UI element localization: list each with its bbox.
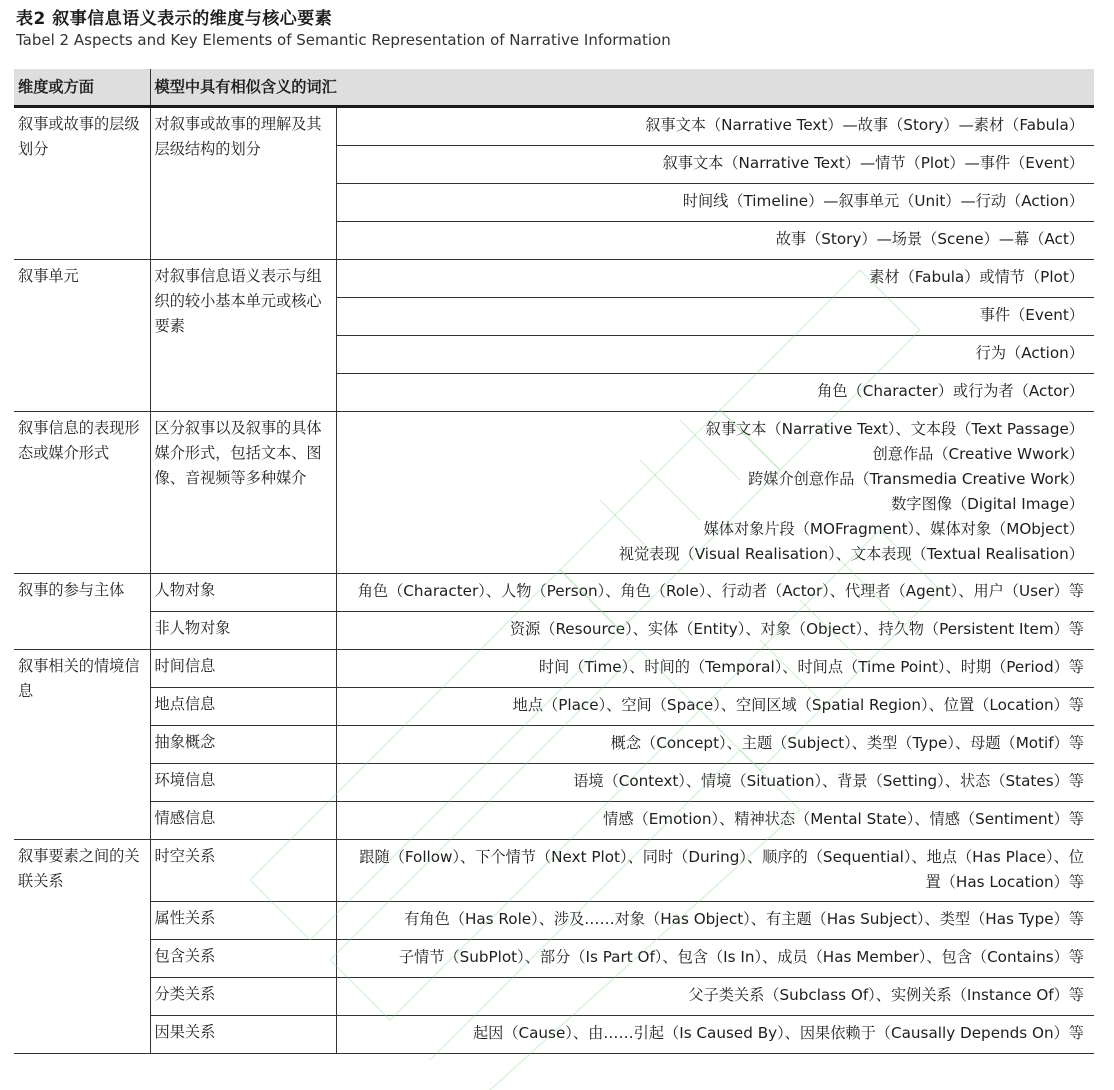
subcategory-cell: 地点信息 — [150, 688, 336, 726]
data-table — [14, 69, 1094, 1054]
header-vocabulary: 模型中具有相似含义的词汇 — [150, 69, 1094, 107]
table-container — [14, 69, 1094, 1054]
value-line: 置（Has Location）等 — [925, 873, 1084, 891]
value-cell: 事件（Event） — [336, 298, 1094, 336]
value-line: 数字图像（Digital Image） — [891, 495, 1084, 513]
value-cell: 时间（Time）、时间的（Temporal）、时间点（Time Point）、时期（Period）等 — [336, 650, 1094, 688]
value-line: 媒体对象片段（MOFragment）、媒体对象（MObject） — [703, 520, 1084, 538]
value-cell: 角色（Character）或行为者（Actor） — [336, 374, 1094, 412]
subcategory-cell: 区分叙事以及叙事的具体媒介形式，包括文本、图像、音视频等多种媒介 — [150, 412, 336, 574]
table-row — [14, 764, 1094, 802]
value-cell: 时间线（Timeline）—叙事单元（Unit）—行动（Action） — [336, 184, 1094, 222]
subcategory-cell: 对叙事信息语义表示与组织的较小基本单元或核心要素 — [150, 260, 336, 412]
value-cell: 情感（Emotion）、精神状态（Mental State）、情感（Sentiment）等 — [336, 802, 1094, 840]
value-cell — [336, 412, 1094, 574]
table-row — [14, 650, 1094, 688]
value-cell: 子情节（SubPlot）、部分（Is Part Of）、包含（Is In）、成员（Has Member）、包含（Contains）等 — [336, 940, 1094, 978]
header-dimension: 维度或方面 — [14, 69, 150, 107]
table-row — [14, 940, 1094, 978]
table-body — [14, 107, 1094, 1054]
value-cell: 资源（Resource）、实体（Entity）、对象（Object）、持久物（Persistent Item）等 — [336, 612, 1094, 650]
table-row — [14, 802, 1094, 840]
table-row — [14, 726, 1094, 764]
subcategory-cell: 分类关系 — [150, 978, 336, 1016]
table-title-en: Tabel 2 Aspects and Key Elements of Semantic Representation of Narrative Information — [16, 31, 671, 49]
category-cell: 叙事要素之间的关联关系 — [14, 840, 150, 1054]
value-cell: 概念（Concept）、主题（Subject）、类型（Type）、母题（Motif）等 — [336, 726, 1094, 764]
category-cell: 叙事信息的表现形态或媒介形式 — [14, 412, 150, 574]
category-cell: 叙事的参与主体 — [14, 574, 150, 650]
value-line: 视觉表现（Visual Realisation）、文本表现（Textual Realisation） — [618, 545, 1084, 563]
subcategory-cell: 环境信息 — [150, 764, 336, 802]
subcategory-cell: 抽象概念 — [150, 726, 336, 764]
value-cell: 地点（Place）、空间（Space）、空间区域（Spatial Region）、位置（Location）等 — [336, 688, 1094, 726]
table-row — [14, 612, 1094, 650]
category-cell: 叙事单元 — [14, 260, 150, 412]
value-line: 创意作品（Creative Wwork） — [872, 445, 1084, 463]
value-cell: 故事（Story）—场景（Scene）—幕（Act） — [336, 222, 1094, 260]
header-row — [14, 69, 1094, 107]
subcategory-cell: 时间信息 — [150, 650, 336, 688]
table-row — [14, 260, 1094, 298]
table-row — [14, 688, 1094, 726]
value-line: 跨媒介创意作品（Transmedia Creative Work） — [748, 470, 1084, 488]
table-title-zh: 表2 叙事信息语义表示的维度与核心要素 — [16, 9, 333, 29]
value-line: 跟随（Follow）、下个情节（Next Plot）、同时（During）、顺序的（Sequential）、地点（Has Place）、位 — [359, 848, 1084, 866]
table-row — [14, 840, 1094, 902]
subcategory-cell: 人物对象 — [150, 574, 336, 612]
value-cell — [336, 840, 1094, 902]
subcategory-cell: 属性关系 — [150, 902, 336, 940]
subcategory-cell: 包含关系 — [150, 940, 336, 978]
value-cell: 有角色（Has Role）、涉及……对象（Has Object）、有主题（Has Subject）、类型（Has Type）等 — [336, 902, 1094, 940]
value-cell: 叙事文本（Narrative Text）—故事（Story）—素材（Fabula） — [336, 107, 1094, 146]
value-cell: 行为（Action） — [336, 336, 1094, 374]
subcategory-cell: 对叙事或故事的理解及其层级结构的划分 — [150, 107, 336, 260]
subcategory-cell: 因果关系 — [150, 1016, 336, 1054]
subcategory-cell: 非人物对象 — [150, 612, 336, 650]
value-cell: 素材（Fabula）或情节（Plot） — [336, 260, 1094, 298]
category-cell: 叙事或故事的层级划分 — [14, 107, 150, 260]
table-row — [14, 1016, 1094, 1054]
table-row — [14, 978, 1094, 1016]
value-cell: 叙事文本（Narrative Text）—情节（Plot）—事件（Event） — [336, 146, 1094, 184]
table-row — [14, 412, 1094, 574]
subcategory-cell: 时空关系 — [150, 840, 336, 902]
subcategory-cell: 情感信息 — [150, 802, 336, 840]
value-cell: 父子类关系（Subclass Of）、实例关系（Instance Of）等 — [336, 978, 1094, 1016]
value-cell: 角色（Character）、人物（Person）、角色（Role）、行动者（Actor）、代理者（Agent）、用户（User）等 — [336, 574, 1094, 612]
table-row — [14, 107, 1094, 146]
value-cell: 起因（Cause）、由……引起（Is Caused By）、因果依赖于（Causally Depends On）等 — [336, 1016, 1094, 1054]
table-row — [14, 574, 1094, 612]
category-cell: 叙事相关的情境信息 — [14, 650, 150, 840]
value-cell: 语境（Context）、情境（Situation）、背景（Setting）、状态（States）等 — [336, 764, 1094, 802]
table-row — [14, 902, 1094, 940]
value-line: 叙事文本（Narrative Text）、文本段（Text Passage） — [705, 420, 1084, 438]
